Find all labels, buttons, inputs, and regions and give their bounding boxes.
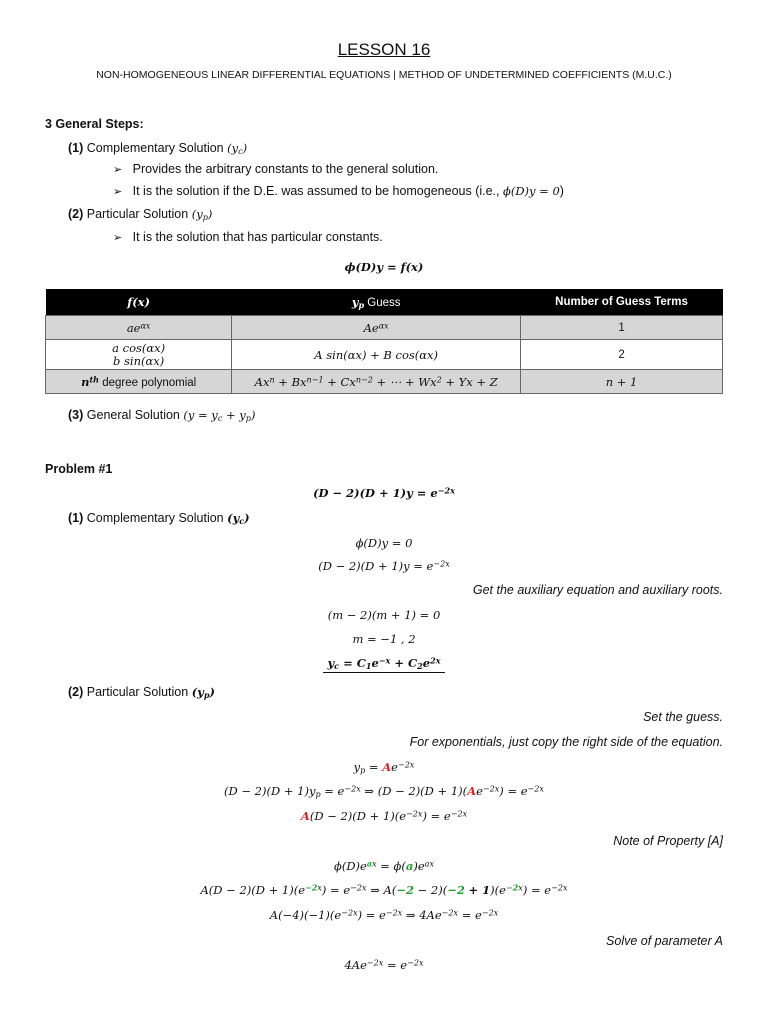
equation-line: $(D - 2)(D + 1)y_p = e^{-2x}$ ⇒ $(D - 2)(D + 1)(Ae^{-2x}) = e^{-2x}$	[224, 784, 544, 799]
note-auxiliary: Get the auxiliary equation and auxiliary roots.	[472, 583, 723, 597]
step3-math: $(y = y_c + y_p)$	[183, 408, 256, 423]
step2-number: (2)	[68, 207, 84, 221]
step1-bullet-2: ➢ It is the solution if the D.E. was assumed to be homogeneous (i.e., ϕ(D)y = 0)	[113, 184, 564, 198]
problem-step1-label: Complementary Solution	[86, 511, 224, 525]
guess-table	[45, 289, 723, 394]
equation-line: $A(D - 2)(D + 1)(e^{-2x}) = e^{-2x}$ ⇒ $A(-2 - 2)(-2 + 1)(e^{-2x}) = e^{-2x}$	[200, 882, 568, 897]
cell-guess: $Ae^{\alpha x}$	[232, 316, 521, 340]
table-row	[46, 316, 723, 340]
problem-step2-number: (2)	[68, 685, 84, 699]
equation-line: $(D - 2)(D + 1)y = e^{-2x}$	[318, 559, 450, 573]
step1-line	[68, 141, 247, 155]
guess-line: $y_p = Ae^{-2x}$	[353, 760, 415, 775]
table-row	[46, 370, 723, 394]
bullet-math: ϕ(D)y = 0	[503, 184, 560, 198]
cell-count: n + 1	[521, 370, 723, 394]
step2-bullet-1	[113, 230, 383, 244]
step2-line	[68, 207, 212, 221]
problem-step1-number: (1)	[68, 511, 84, 525]
step3-number: (3)	[68, 408, 84, 422]
equation-line: $A(-4)(-1)(e^{-2x}) = e^{-2x}$ ⇒ $4Ae^{-2x} = e^{-2x}$	[269, 908, 499, 922]
problem-step2-line	[68, 685, 215, 699]
step1-number: (1)	[68, 141, 84, 155]
property-line: $\phi(D)e^{ax} = \phi(a)e^{ax}$	[334, 858, 434, 873]
steps-heading: 3 General Steps:	[45, 117, 144, 131]
cell-fx: $ae^{\alpha x}$	[46, 316, 232, 340]
cell-fx: a cos(αx) b sin(αx)	[46, 340, 232, 370]
bullet-text: It is the solution if the D.E. was assumed to be homogeneous (i.e.,	[132, 184, 500, 198]
note-set-guess: Set the guess.	[643, 710, 723, 724]
note-property: Note of Property [A]	[613, 834, 723, 848]
problem-step1-math: $(y_c)$	[227, 511, 250, 526]
complementary-result: $y_c = C_1e^{-x} + C_2e^{2x}$	[0, 656, 768, 670]
cell-guess: A sin(αx) + B cos(αx)	[232, 340, 521, 370]
problem-step1-line	[68, 511, 250, 525]
arrow-bullet-icon: ➢	[113, 232, 123, 244]
step1-math: $(y_c)$	[227, 141, 248, 156]
bullet-text: It is the solution that has particular constants.	[132, 230, 383, 244]
cell-count: 2	[521, 340, 723, 370]
step1-bullet-1	[113, 162, 438, 176]
arrow-bullet-icon: ➢	[113, 186, 123, 198]
table-row	[46, 340, 723, 370]
equation-line: (m − 2)(m + 1) = 0	[327, 608, 441, 622]
problem-step2-label: Particular Solution	[86, 685, 189, 699]
note-exponentials: For exponentials, just copy the right side of the equation.	[409, 735, 723, 749]
equation-line: ϕ(D)y = 0	[355, 536, 413, 550]
equation-line: $4Ae^{-2x} = e^{-2x}$	[344, 958, 424, 972]
problem-equation: $(D - 2)(D + 1)y = e^{-2x}$	[313, 485, 455, 500]
page-title: LESSON 16	[337, 40, 431, 59]
page-subtitle: NON-HOMOGENEOUS LINEAR DIFFERENTIAL EQUATIONS | METHOD OF UNDETERMINED COEFFICIENTS (M.U.C.)	[96, 69, 672, 81]
roots-line: m = −1 , 2	[352, 632, 416, 646]
step3-line	[68, 408, 255, 422]
bullet-text: Provides the arbitrary constants to the general solution.	[132, 162, 439, 176]
step2-math: $(y_p)$	[191, 207, 213, 222]
cell-guess: $Ax^n + Bx^{n-1} + Cx^{n-2}$ + ⋯ + $Wx^2 + Yx + Z$	[232, 370, 521, 394]
step2-label: Particular Solution	[86, 207, 189, 221]
cell-fx: $n^{th}$ degree polynomial	[46, 370, 232, 394]
table-header-row	[46, 289, 723, 316]
problem-step2-math: $(y_p)$	[191, 685, 215, 700]
arrow-bullet-icon: ➢	[113, 164, 123, 176]
header-count: Number of Guess Terms	[521, 289, 723, 316]
header-fx: f(x)	[46, 289, 232, 316]
note-solve: Solve of parameter A	[606, 934, 723, 948]
equation-line: $A(D - 2)(D + 1)(e^{-2x}) = e^{-2x}$	[300, 809, 468, 823]
step1-label: Complementary Solution	[86, 141, 224, 155]
cell-count: 1	[521, 316, 723, 340]
general-equation: ϕ(D)y = f(x)	[344, 260, 424, 274]
header-guess: $y_p$ Guess	[232, 289, 521, 316]
step3-label: General Solution	[86, 408, 180, 422]
problem-heading: Problem #1	[45, 462, 113, 476]
